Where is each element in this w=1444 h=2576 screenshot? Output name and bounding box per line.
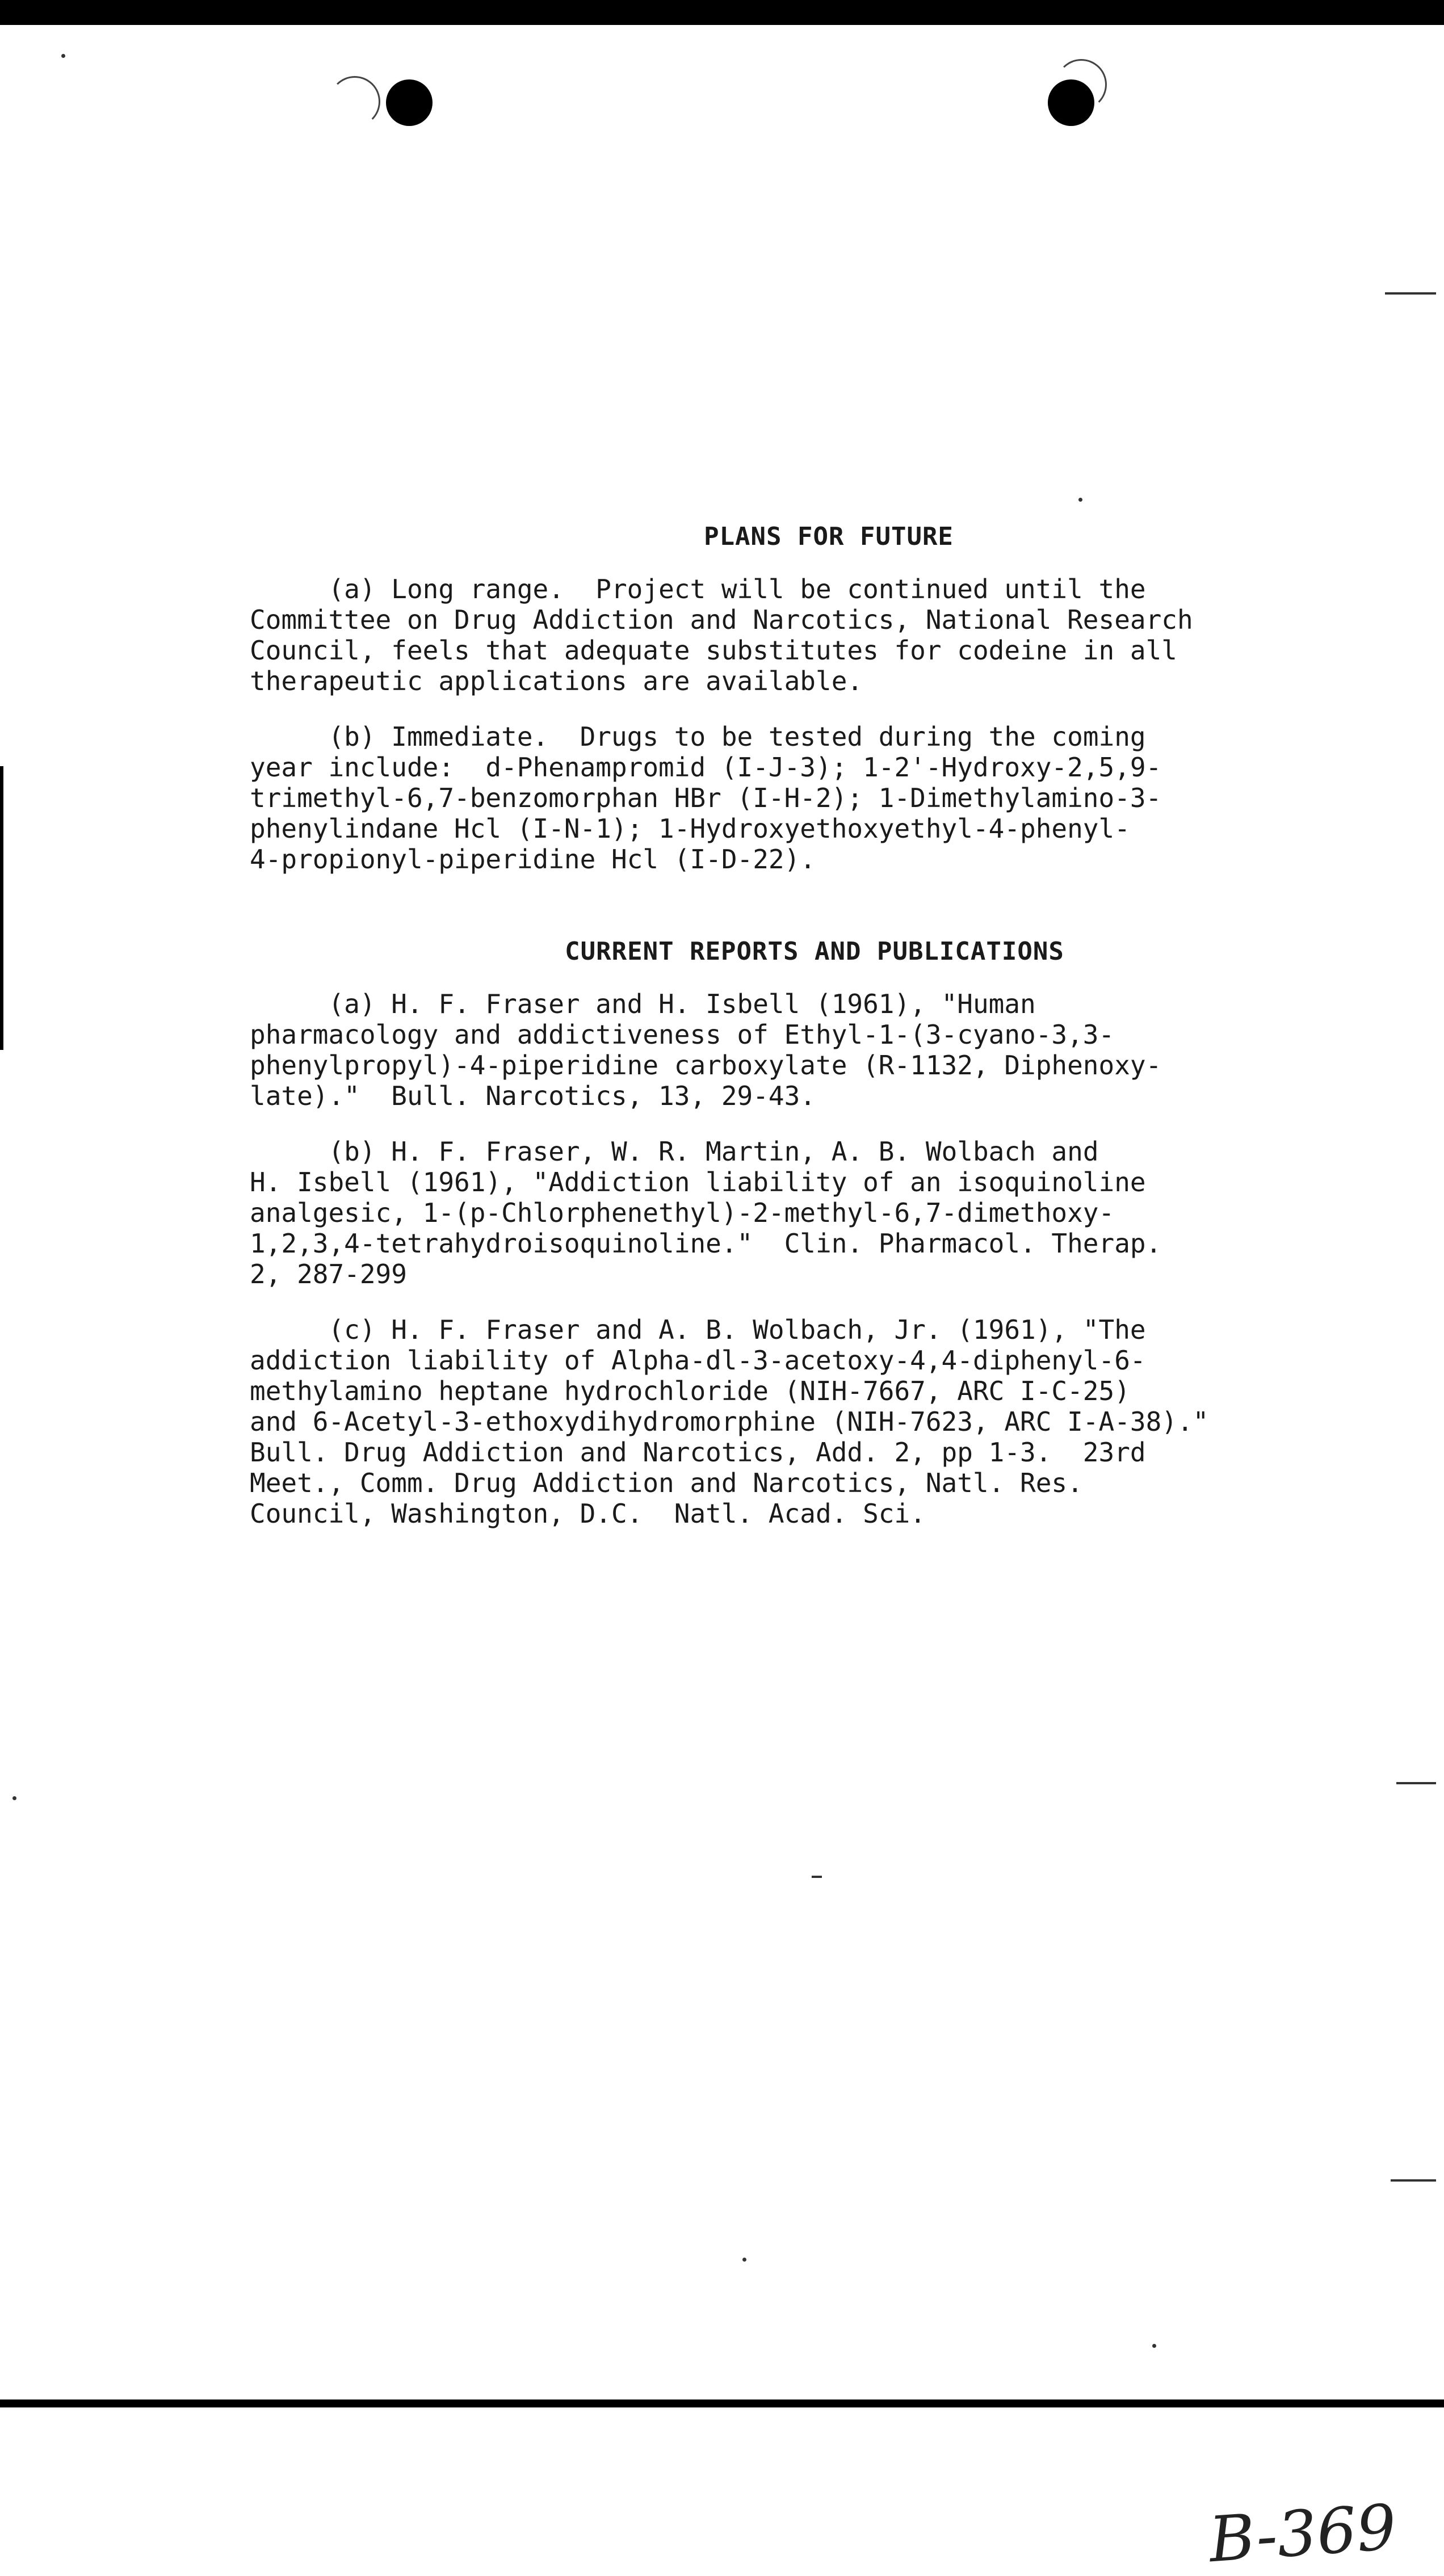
reference-item: (a) H. F. Fraser and H. Isbell (1961), "Human pharmacology and addictiveness of Ethyl-1-(3-cyano-3,3- phenylpropyl)-4-piperidine carboxylate (R-1132, Diphenoxy- late)." Bull. Narcotics, 13, 29-43. [250, 989, 1162, 1111]
paragraph: (b) Immediate. Drugs to be tested during the coming year include: d-Phenampromid (I-J-3); 1-2'-Hydroxy-2,5,9- trimethyl-6,7-benzomorphan HBr (I-H-2); 1-Dimethylamino-3- phenylindane Hcl (I-N-1); 1-Hydroxyethoxyethyl-4-phenyl- 4-propionyl-piperidine Hcl (I-D-22). [250, 721, 1162, 875]
scan-left-edge [0, 766, 3, 1050]
plans-section [250, 522, 1362, 875]
speck [1078, 498, 1082, 502]
speck [742, 2258, 746, 2262]
punch-hole-left [386, 79, 433, 126]
reference-item: (b) H. F. Fraser, W. R. Martin, A. B. Wolbach and H. Isbell (1961), "Addiction liability of an isoquinoline analgesic, 1-(p-Chlorphenethyl)-2-methyl-6,7-dimethoxy- 1,2,3,4-tetrahydroisoquinoline." Clin. Pharmacol. Therap. 2, 287-299 [250, 1136, 1162, 1289]
paragraph: (a) Long range. Project will be continued until the Committee on Drug Addiction and Narcotics, National Research Council, feels that adequate substitutes for codeine in all therapeutic applications are available. [250, 574, 1193, 696]
punch-hole-right [1048, 79, 1094, 126]
reference-item: (c) H. F. Fraser and A. B. Wolbach, Jr. (1961), "The addiction liability of Alpha-dl-3-acetoxy-4,4-diphenyl-6- methylamino heptane hydrochloride (NIH-7667, ARC I-C-25) and 6-Acetyl-3-ethoxydihydromorphine (NIH-7623, ARC I-A-38)." Bull. Drug Addiction and Narcotics, Add. 2, pp 1-3. 23rd Meet., Comm. Drug Addiction and Narcotics, Natl. Res. Council, Washington, D.C. Natl. Acad. Sci. [250, 1314, 1209, 1529]
document-body [250, 522, 1362, 1529]
margin-dash [1385, 292, 1436, 295]
reports-section [250, 937, 1362, 1529]
scan-top-border [0, 0, 1444, 25]
section-heading: PLANS FOR FUTURE [704, 522, 954, 551]
margin-dash [1396, 1782, 1436, 1784]
speck [61, 54, 65, 58]
margin-dash [812, 1876, 822, 1878]
punch-hole-ghost-left [329, 76, 380, 127]
handwritten-page-mark: B-369 [1206, 2490, 1399, 2576]
margin-dash [1391, 2179, 1436, 2182]
section-heading: CURRENT REPORTS AND PUBLICATIONS [565, 937, 1064, 966]
speck [12, 1796, 16, 1800]
scan-bottom-border [0, 2399, 1444, 2407]
speck [1152, 2344, 1156, 2348]
